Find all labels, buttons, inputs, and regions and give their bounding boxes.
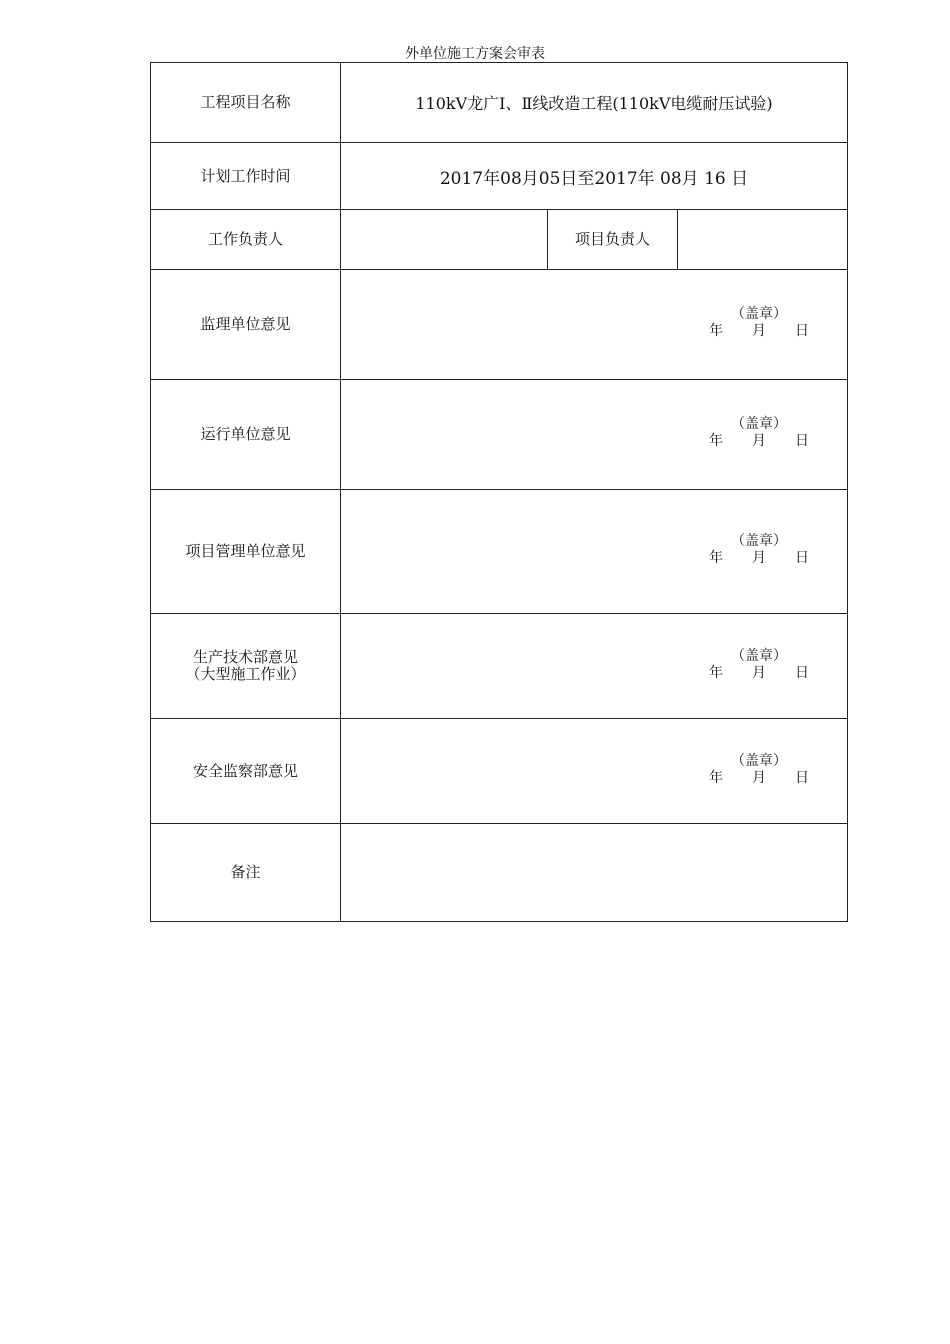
production-tech-opinion-field[interactable]	[341, 614, 848, 719]
supervision-opinion-label: 监理单位意见	[151, 270, 341, 380]
day-label: 日	[795, 323, 809, 339]
year-label: 年	[709, 433, 723, 449]
production-tech-label-main: 生产技术部意见	[192, 648, 298, 666]
project-name-value[interactable]: 110kV龙广Ⅰ、Ⅱ线改造工程(110kV电缆耐压试验)	[341, 63, 848, 143]
safety-opinion-label: 安全监察部意见	[151, 719, 341, 824]
review-form-table	[150, 62, 848, 922]
seal-date-block	[709, 416, 809, 450]
day-label: 日	[795, 550, 809, 566]
remarks-row	[151, 824, 848, 922]
project-management-opinion-field[interactable]	[341, 490, 848, 614]
month-label: 月	[752, 665, 766, 681]
date-line	[709, 323, 809, 340]
work-leader-field[interactable]	[341, 210, 548, 270]
seal-label: （盖章）	[731, 533, 787, 549]
operation-opinion-label: 运行单位意见	[151, 380, 341, 490]
project-management-opinion-label: 项目管理单位意见	[151, 490, 341, 614]
remarks-label: 备注	[151, 824, 341, 922]
month-label: 月	[752, 433, 766, 449]
project-leader-label: 项目负责人	[548, 210, 678, 270]
day-label: 日	[795, 665, 809, 681]
planned-time-value[interactable]: 2017年08月05日至2017年 08月 16 日	[341, 143, 848, 210]
year-label: 年	[709, 770, 723, 786]
document-title: 外单位施工方案会审表	[405, 46, 545, 62]
date-line	[709, 665, 809, 682]
month-label: 月	[752, 550, 766, 566]
production-tech-label-sub: （大型施工作业）	[185, 665, 306, 683]
date-line	[709, 770, 809, 787]
production-tech-opinion-label	[151, 614, 341, 719]
production-tech-opinion-row	[151, 614, 848, 719]
operation-opinion-field[interactable]	[341, 380, 848, 490]
responsible-row	[151, 210, 848, 270]
project-leader-field[interactable]	[678, 210, 848, 270]
year-label: 年	[709, 323, 723, 339]
remarks-field[interactable]	[341, 824, 848, 922]
project-name-label: 工程项目名称	[151, 63, 341, 143]
project-management-opinion-row	[151, 490, 848, 614]
year-label: 年	[709, 665, 723, 681]
seal-date-block	[709, 306, 809, 340]
project-name-row	[151, 63, 848, 143]
seal-label: （盖章）	[731, 306, 787, 322]
seal-date-block	[709, 533, 809, 567]
month-label: 月	[752, 770, 766, 786]
safety-opinion-row	[151, 719, 848, 824]
work-leader-label: 工作负责人	[151, 210, 341, 270]
seal-date-block	[709, 753, 809, 787]
operation-opinion-row	[151, 380, 848, 490]
day-label: 日	[795, 433, 809, 449]
supervision-opinion-row	[151, 270, 848, 380]
seal-label: （盖章）	[731, 648, 787, 664]
seal-label: （盖章）	[731, 753, 787, 769]
seal-date-block	[709, 648, 809, 682]
planned-time-row	[151, 143, 848, 210]
supervision-opinion-field[interactable]	[341, 270, 848, 380]
day-label: 日	[795, 770, 809, 786]
year-label: 年	[709, 550, 723, 566]
planned-time-label: 计划工作时间	[151, 143, 341, 210]
month-label: 月	[752, 323, 766, 339]
date-line	[709, 550, 809, 567]
safety-opinion-field[interactable]	[341, 719, 848, 824]
seal-label: （盖章）	[731, 416, 787, 432]
date-line	[709, 433, 809, 450]
